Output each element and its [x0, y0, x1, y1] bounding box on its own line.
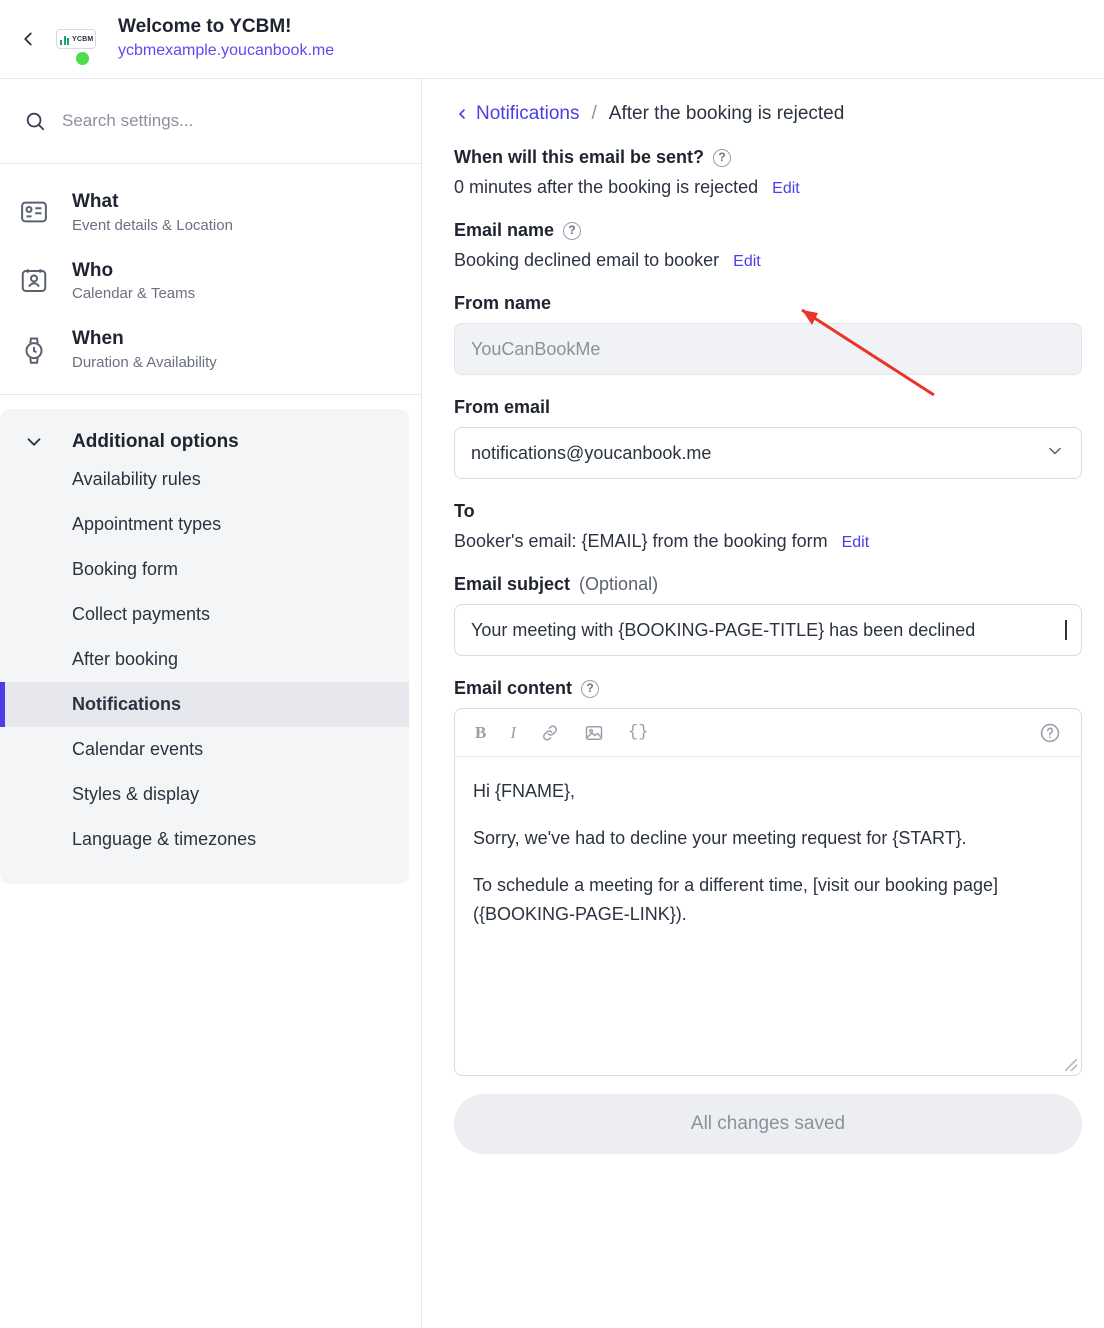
email-content-paragraph: To schedule a meeting for a different time, [visit our booking page]({BOOKING-PAGE-LINK}). [473, 875, 998, 925]
to-edit-link[interactable]: Edit [841, 534, 870, 551]
text-caret [1065, 620, 1067, 640]
when-sent-edit-link[interactable]: Edit [772, 180, 800, 197]
when-sent-value: 0 minutes after the booking is rejected [454, 177, 759, 197]
search-settings-row[interactable] [0, 79, 421, 164]
sidebar-item-when[interactable] [0, 315, 421, 384]
sidebar-item-text [72, 326, 217, 373]
sidebar-item-language-timezones[interactable]: Language & timezones [72, 828, 257, 849]
to-label-text: To [454, 501, 475, 521]
settings-detail-panel [422, 79, 1104, 1328]
email-content-paragraph: Hi {FNAME}, [473, 781, 576, 801]
sidebar-item-after-booking[interactable]: After booking [72, 648, 179, 669]
when-sent-value-row [454, 177, 1082, 198]
settings-detail-content [422, 79, 1104, 1154]
when-sent-label-text: When will this email be sent? [454, 147, 705, 167]
settings-sidebar [0, 79, 422, 1328]
email-subject-label [454, 574, 1082, 595]
email-content-editor [454, 708, 1082, 1076]
sidebar-item-subtitle: Duration & Availability [72, 353, 217, 371]
additional-options-header[interactable] [0, 427, 409, 457]
booking-page-url-link[interactable]: ycbmexample.youcanbook.me [118, 42, 335, 60]
logo-text: YCBM [72, 35, 94, 43]
back-button[interactable] [0, 0, 56, 79]
sidebar-item-calendar-events[interactable]: Calendar events [72, 738, 204, 759]
sidebar-item-text [72, 189, 233, 236]
breadcrumb-separator: / [591, 103, 597, 124]
brand-logo [56, 19, 108, 59]
chevron-down-icon [1045, 441, 1065, 466]
when-sent-label [454, 147, 1082, 168]
help-icon[interactable]: ? [713, 149, 731, 167]
save-status-button: All changes saved [454, 1094, 1082, 1154]
email-name-label [454, 220, 1082, 241]
to-value: Booker's email: {EMAIL} from the booking form [454, 531, 828, 551]
email-subject-value: Your meeting with {BOOKING-PAGE-TITLE} has been declined [471, 619, 976, 640]
help-icon[interactable] [1039, 722, 1061, 744]
to-value-row [454, 531, 1082, 552]
email-content-paragraph: Sorry, we've had to decline your meeting request for {START}. [473, 828, 967, 849]
search-input[interactable] [62, 111, 362, 131]
email-subject-input[interactable] [454, 604, 1082, 656]
sidebar-item-appointment-types[interactable]: Appointment types [72, 513, 222, 534]
sidebar-item-title: When [72, 328, 124, 350]
event-details-icon [16, 194, 52, 230]
watch-icon [16, 332, 52, 368]
from-name-label-text: From name [454, 293, 552, 313]
sidebar-item-styles-display[interactable]: Styles & display [72, 783, 200, 804]
bold-icon[interactable]: B [475, 722, 487, 742]
sidebar-item-who[interactable] [0, 247, 421, 316]
email-subject-label-text: Email subject [454, 574, 571, 594]
email-content-label [454, 678, 1082, 699]
image-icon[interactable] [584, 723, 604, 743]
sidebar-item-title: Who [72, 259, 114, 281]
sidebar-item-collect-payments[interactable]: Collect payments [72, 603, 211, 624]
email-content-label-text: Email content [454, 678, 573, 698]
page-header [0, 0, 1104, 79]
chevron-left-icon [17, 28, 39, 50]
breadcrumb-current: After the booking is rejected [608, 103, 845, 124]
chevron-left-icon [454, 106, 470, 122]
breadcrumb [454, 103, 1082, 125]
breadcrumb-parent-link[interactable]: Notifications [476, 103, 580, 124]
from-name-label [454, 293, 1082, 314]
sidebar-item-subtitle: Event details & Location [72, 216, 233, 234]
help-icon[interactable]: ? [581, 680, 599, 698]
sidebar-item-subtitle: Calendar & Teams [72, 285, 196, 303]
search-icon [24, 110, 46, 132]
sidebar-item-booking-form[interactable]: Booking form [72, 558, 179, 579]
italic-icon[interactable]: I [510, 722, 517, 742]
to-label [454, 501, 1082, 522]
contact-card-icon [16, 263, 52, 299]
editor-toolbar [455, 709, 1081, 757]
chevron-down-icon [16, 431, 52, 453]
email-name-label-text: Email name [454, 220, 555, 240]
from-name-input: YouCanBookMe [454, 323, 1082, 375]
from-email-value: notifications@youcanbook.me [471, 442, 712, 463]
from-email-label [454, 397, 1082, 418]
logo-bars-icon [60, 34, 69, 45]
resize-handle[interactable] [1065, 1059, 1077, 1071]
email-content-textarea[interactable] [455, 757, 1081, 1075]
additional-options-title: Additional options [72, 430, 239, 452]
email-name-value: Booking declined email to booker [454, 250, 720, 270]
page-body [0, 79, 1104, 1328]
status-online-indicator [76, 52, 89, 65]
sidebar-item-availability-rules[interactable]: Availability rules [72, 468, 201, 489]
sidebar-item-what[interactable] [0, 178, 421, 247]
email-subject-optional-note: (Optional) [579, 574, 659, 594]
email-name-value-row [454, 250, 1082, 271]
from-email-select[interactable] [454, 427, 1082, 479]
sidebar-item-title: What [72, 191, 119, 212]
sidebar-item-text [72, 258, 195, 305]
code-icon[interactable]: {} [628, 723, 649, 742]
sidebar-item-notifications[interactable]: Notifications [0, 682, 409, 727]
header-text-block [118, 15, 334, 62]
email-name-edit-link[interactable]: Edit [733, 253, 761, 270]
help-icon[interactable]: ? [563, 222, 581, 240]
link-icon[interactable] [540, 723, 560, 743]
page-title: Welcome to YCBM! [118, 16, 292, 38]
primary-nav [0, 164, 421, 395]
additional-options-section [0, 409, 409, 884]
from-email-label-text: From email [454, 397, 551, 417]
